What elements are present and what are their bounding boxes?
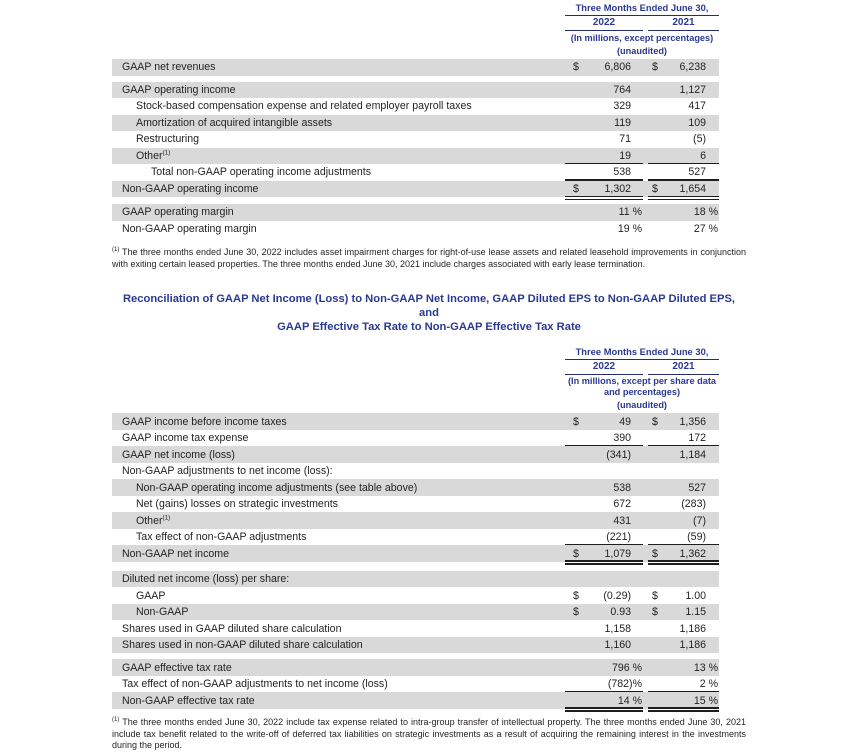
- value-cell: [648, 148, 719, 165]
- value-cell: [648, 676, 719, 693]
- units-note: [551, 376, 733, 397]
- value-cell: [648, 604, 719, 621]
- dollar-sign: $: [652, 61, 658, 74]
- cell-value: 796 %: [611, 661, 642, 674]
- row-label-text: GAAP effective tax rate: [122, 661, 232, 674]
- title-line-2: GAAP Effective Tax Rate to Non-GAAP Effective Tax Rate: [277, 321, 581, 334]
- value-cell: [565, 496, 643, 513]
- row-label-text: Diluted net income (loss) per share:: [122, 573, 290, 586]
- cell-value: 18 %: [693, 206, 718, 219]
- dollar-sign: $: [652, 182, 658, 195]
- cell-value: (782)%: [607, 678, 642, 691]
- cell-value: 764: [613, 83, 631, 96]
- value-cell: [565, 98, 643, 115]
- value-cell: [648, 204, 719, 221]
- row-label: [112, 606, 565, 618]
- row-label-text: Other: [136, 149, 163, 162]
- row-label-text: GAAP income before income taxes: [122, 415, 287, 428]
- footnote-marker: (1): [112, 247, 120, 253]
- footnote-marker: (1): [112, 716, 120, 723]
- row-label-text: Amortization of acquired intangible assets: [136, 116, 333, 129]
- cell-value: 1,127: [679, 83, 706, 96]
- cell-value: 538: [613, 166, 631, 179]
- value-cell: [648, 115, 719, 132]
- table-row: [112, 413, 719, 430]
- footnote-text: The three months ended June 30, 2022 includes asset impairment charges for right-of-use lease assets and related leasehold improvements in conjunction with exiting certain leased properties. The three months ended June 30, 2021 include charges associated with early lease termination.: [112, 247, 746, 269]
- year-2021-header: 2021: [648, 360, 719, 375]
- row-label-text: Shares used in GAAP diluted share calculation: [122, 622, 342, 635]
- underline-rule: [648, 560, 719, 562]
- table-row: [112, 692, 719, 709]
- cell-value: 1,184: [679, 448, 706, 461]
- dollar-sign: $: [573, 547, 579, 560]
- value-cell: [565, 221, 643, 238]
- row-label: [112, 678, 565, 690]
- row-label: [112, 449, 565, 461]
- underline-rule: [565, 563, 643, 565]
- underline-rule: [648, 710, 719, 712]
- table-row: [112, 512, 719, 529]
- row-label: [112, 206, 565, 218]
- row-label-text: Tax effect of non-GAAP adjustments: [136, 531, 307, 544]
- table1-column-header: [112, 2, 719, 59]
- underline-rule: [565, 560, 643, 562]
- year-headers: [565, 360, 719, 375]
- value-cell: [565, 413, 643, 430]
- value-cell: [648, 545, 719, 562]
- table-row: [112, 115, 719, 132]
- row-label-text: Net (gains) losses on strategic investments: [136, 498, 338, 511]
- value-cell: [565, 115, 643, 132]
- row-label: [112, 515, 565, 527]
- row-label: [112, 623, 565, 635]
- dollar-sign: $: [652, 415, 658, 428]
- table-row: [112, 82, 719, 99]
- footnote-2: [112, 717, 746, 752]
- value-cell: [648, 692, 719, 709]
- table-row: [112, 59, 719, 76]
- cell-value: 417: [688, 100, 706, 113]
- row-label: [112, 150, 565, 162]
- cell-value: 527: [688, 166, 706, 179]
- row-label: [112, 133, 565, 145]
- footnote-ref: (1): [162, 149, 171, 157]
- value-cell: [648, 496, 719, 513]
- value-cell: [648, 181, 719, 198]
- row-label-text: Non-GAAP adjustments to net income (loss):: [122, 465, 333, 478]
- cell-value: 172: [688, 432, 706, 445]
- row-label-text: Total non-GAAP operating income adjustments: [151, 166, 372, 179]
- value-cell: [648, 131, 719, 148]
- table-row: [112, 545, 719, 562]
- value-cell: [565, 637, 643, 654]
- value-cell: [648, 479, 719, 496]
- value-cell: [565, 82, 643, 99]
- cell-value: 27 %: [693, 222, 718, 235]
- units-note-line: (In millions, except percentages): [570, 33, 714, 43]
- cell-value: 1,362: [679, 547, 706, 560]
- cell-value: 109: [688, 116, 706, 129]
- table-row: [112, 676, 719, 693]
- table-row: [112, 181, 719, 198]
- year-2022-header: 2022: [565, 360, 643, 375]
- cell-value: 1,186: [679, 622, 706, 635]
- value-cell: [565, 587, 643, 604]
- value-cell: [565, 545, 643, 562]
- cell-value: 11 %: [618, 206, 642, 219]
- row-label: [112, 117, 565, 129]
- units-note-line: and percentages): [603, 386, 681, 397]
- row-label-text: GAAP: [136, 589, 166, 602]
- table-row: [112, 164, 719, 181]
- cell-value: 672: [613, 498, 631, 511]
- unaudited-note: (unaudited): [616, 46, 667, 56]
- value-cell: [648, 98, 719, 115]
- cell-value: 15 %: [693, 694, 718, 707]
- value-cell: [565, 512, 643, 529]
- cell-value: 1,356: [679, 415, 706, 428]
- dollar-sign: $: [652, 547, 658, 560]
- dollar-sign: $: [573, 589, 579, 602]
- value-cell: [565, 604, 643, 621]
- underline-rule: [648, 707, 719, 709]
- year-headers: [565, 16, 719, 31]
- row-label: [112, 432, 565, 444]
- row-label: [112, 590, 565, 602]
- title-line-1: Reconciliation of GAAP Net Income (Loss) to Non-GAAP Net Income, GAAP Diluted EPS to Non-GAAP Diluted EPS, and: [122, 293, 736, 320]
- row-label-text: Non-GAAP effective tax rate: [122, 694, 255, 707]
- value-cell: [565, 692, 643, 709]
- dollar-sign: $: [652, 606, 658, 619]
- value-cell: [648, 82, 719, 99]
- row-label: [112, 100, 565, 112]
- underline-rule: [565, 199, 643, 201]
- row-label: [112, 84, 565, 96]
- row-label-text: Restructuring: [136, 133, 199, 146]
- cell-value: 390: [613, 432, 631, 445]
- footnote-1: [112, 247, 746, 270]
- table-row: [112, 479, 719, 496]
- row-label: [112, 482, 565, 494]
- underline-rule: [565, 710, 643, 712]
- value-cell: [565, 148, 643, 165]
- value-cell: [565, 479, 643, 496]
- value-cell: [565, 620, 643, 637]
- dollar-sign: $: [652, 589, 658, 602]
- cell-value: 19 %: [617, 222, 642, 235]
- value-cell: [565, 529, 643, 546]
- table-row: [112, 620, 719, 637]
- row-label-text: Tax effect of non-GAAP adjustments to net income (loss): [122, 678, 388, 691]
- cell-value: 1,302: [604, 182, 631, 195]
- value-cell: [565, 164, 643, 181]
- row-label: [112, 531, 565, 543]
- row-label: [112, 61, 565, 73]
- table-row: [112, 221, 719, 238]
- value-cell: [648, 512, 719, 529]
- year-2021-header: 2021: [648, 16, 719, 31]
- row-label: [112, 695, 565, 707]
- row-label-text: Non-GAAP operating income adjustments (see table above): [136, 481, 418, 494]
- net-income-reconciliation-table: [112, 346, 719, 709]
- cell-value: 6,806: [604, 61, 631, 74]
- value-cell: [648, 446, 719, 463]
- underline-rule: [648, 563, 719, 565]
- underline-rule: [648, 196, 719, 198]
- value-cell: [648, 463, 719, 480]
- dollar-sign: $: [573, 61, 579, 74]
- cell-value: 527: [688, 481, 706, 494]
- value-cell: [565, 181, 643, 198]
- table2-column-header: [112, 346, 719, 413]
- cell-value: 71: [619, 133, 631, 146]
- dollar-sign: $: [573, 182, 579, 195]
- cell-value: (7): [693, 514, 706, 527]
- period-header: Three Months Ended June 30,: [565, 346, 719, 360]
- table-row: [112, 204, 719, 221]
- table-row: [112, 637, 719, 654]
- row-label: [112, 662, 565, 674]
- cell-value: 1,158: [604, 622, 631, 635]
- row-label-text: GAAP net income (loss): [122, 448, 235, 461]
- value-cell: [648, 659, 719, 676]
- row-label: [112, 465, 565, 477]
- value-cell: [648, 164, 719, 181]
- cell-value: 431: [613, 514, 631, 527]
- value-cell: [565, 659, 643, 676]
- value-cell: [648, 430, 719, 447]
- table-row: [112, 430, 719, 447]
- cell-value: 1,160: [604, 639, 631, 652]
- value-cell: [648, 587, 719, 604]
- units-note: [551, 33, 733, 44]
- cell-value: 329: [613, 100, 631, 113]
- value-cell: [648, 529, 719, 546]
- value-cell: [648, 59, 719, 76]
- units-note-line: (In millions, except per share data: [567, 376, 717, 387]
- cell-value: (221): [606, 531, 631, 544]
- table2-body: [112, 413, 719, 709]
- value-cell: [648, 413, 719, 430]
- table-row: [112, 587, 719, 604]
- table-row: [112, 131, 719, 148]
- value-cell: [648, 571, 719, 588]
- operating-income-table: [112, 2, 719, 237]
- row-label: [112, 548, 565, 560]
- cell-value: (5): [693, 133, 706, 146]
- footnote-text: The three months ended June 30, 2022 include tax expense related to intra-group transfer of intellectual property. The three months ended June 30, 2021 include tax benefit related to the write-off of deferred tax liabilities on strategic investments as a result of acquiring the remaining interest in the investments during the period.: [112, 716, 746, 751]
- cell-value: 2 %: [699, 678, 718, 691]
- section-2-title: [112, 292, 746, 334]
- row-label: [112, 183, 565, 195]
- value-cell: [565, 676, 643, 693]
- row-label: [112, 573, 565, 585]
- value-cell: [565, 463, 643, 480]
- cell-value: 6,238: [679, 61, 706, 74]
- cell-value: 538: [613, 481, 631, 494]
- row-label: [112, 639, 565, 651]
- cell-value: 1,186: [679, 639, 706, 652]
- table-row: [112, 571, 719, 588]
- value-cell: [565, 446, 643, 463]
- table-row: [112, 148, 719, 165]
- row-label-text: Non-GAAP operating margin: [122, 222, 257, 235]
- table-row: [112, 98, 719, 115]
- value-cell: [565, 59, 643, 76]
- unaudited-note: (unaudited): [616, 400, 667, 411]
- row-label-text: Stock-based compensation expense and related employer payroll taxes: [136, 100, 472, 113]
- period-header: Three Months Ended June 30,: [565, 2, 719, 16]
- year-2022-header: 2022: [565, 16, 643, 31]
- row-label-text: GAAP operating margin: [122, 206, 234, 219]
- row-label-text: GAAP operating income: [122, 83, 236, 96]
- cell-value: 1.15: [685, 606, 706, 619]
- footnote-ref: (1): [162, 514, 171, 522]
- row-label-text: Non-GAAP net income: [122, 547, 229, 560]
- underline-rule: [648, 199, 719, 201]
- row-label: [112, 498, 565, 510]
- table-row: [112, 463, 719, 480]
- cell-value: 1,079: [604, 547, 631, 560]
- row-label: [112, 223, 565, 235]
- cell-value: 1.00: [685, 589, 706, 602]
- cell-value: 119: [614, 116, 631, 129]
- cell-value: (341): [606, 448, 631, 461]
- cell-value: (59): [687, 531, 706, 544]
- value-cell: [565, 204, 643, 221]
- underline-rule: [565, 196, 643, 198]
- cell-value: 19: [619, 149, 631, 162]
- value-cell: [565, 131, 643, 148]
- cell-value: 0.93: [610, 606, 631, 619]
- table-row: [112, 604, 719, 621]
- cell-value: 13 %: [693, 661, 718, 674]
- cell-value: 49: [619, 415, 631, 428]
- row-label: [112, 416, 565, 428]
- dollar-sign: $: [573, 606, 579, 619]
- row-label-text: Non-GAAP: [136, 606, 189, 619]
- table-row: [112, 659, 719, 676]
- value-cell: [565, 571, 643, 588]
- cell-value: 1,654: [679, 182, 706, 195]
- row-label-text: GAAP net revenues: [122, 61, 216, 74]
- table-row: [112, 496, 719, 513]
- value-cell: [565, 430, 643, 447]
- underline-rule: [565, 707, 643, 709]
- cell-value: (0.29): [603, 589, 631, 602]
- cell-value: 14 %: [617, 694, 642, 707]
- table-row: [112, 529, 719, 546]
- table-row: [112, 446, 719, 463]
- row-label-text: Shares used in non-GAAP diluted share calculation: [122, 639, 363, 652]
- value-cell: [648, 637, 719, 654]
- dollar-sign: $: [573, 415, 579, 428]
- value-cell: [648, 221, 719, 238]
- row-label: [112, 166, 565, 178]
- table1-body: [112, 59, 719, 237]
- value-cell: [648, 620, 719, 637]
- cell-value: (283): [681, 498, 706, 511]
- row-label-text: Other: [136, 514, 163, 527]
- row-label-text: GAAP income tax expense: [122, 432, 249, 445]
- cell-value: 6: [700, 149, 706, 162]
- row-label-text: Non-GAAP operating income: [122, 182, 259, 195]
